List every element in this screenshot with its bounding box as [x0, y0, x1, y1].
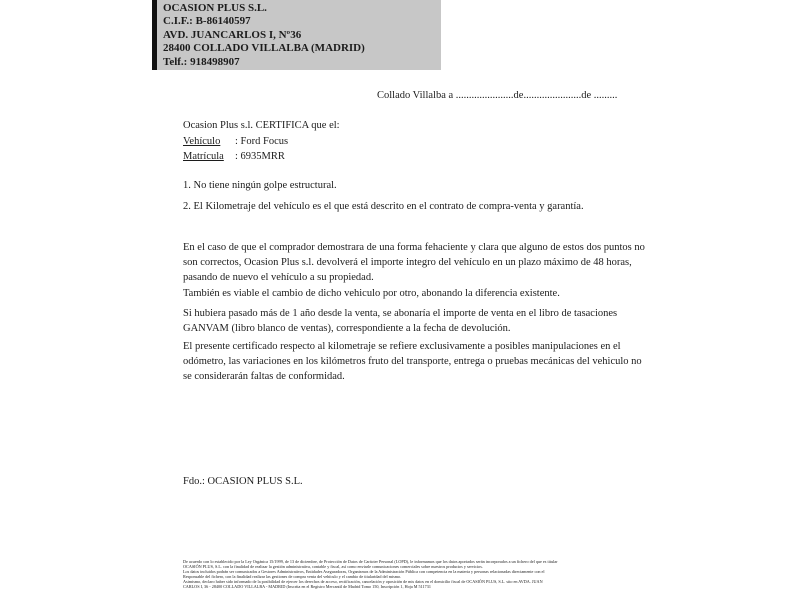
text-line: En el caso de que el comprador demostrara de una forma fehaciente y clara que alguno de estos dos puntos no: [183, 242, 645, 253]
text-line: AVD. JUANCARLOS I, Nº36: [163, 28, 302, 41]
paragraph-ganvam-valuation: [183, 306, 617, 336]
text-line: CARLOS I, 36 - 28400 COLLADO VILLALBA - MADRID (Inscrita en el Registro Mercantil de Madrid Tomo 150, Inscripción 1, Hoja M 511731: [183, 583, 431, 589]
plate-label: Matrícula: [183, 151, 224, 162]
company-header-block: [152, 0, 441, 70]
text-line: Asimismo, declaro haber sido informado de la posibilidad de ejercer los derechos de acceso, rectificación, cancelación y oposición de mis datos en el domicilio fiscal de OCASIÓN PLUS, S.L. sito en AVDA. JUAN: [183, 578, 543, 584]
text-line: 28400 COLLADO VILLALBA (MADRID): [163, 42, 365, 55]
text-line: se considerarán faltas de conformidad.: [183, 371, 345, 382]
certification-intro: Ocasion Plus s.l. CERTIFICA que el:: [183, 120, 340, 131]
text-line: son correctos, Ocasion Plus s.l. devolverá el importe integro del vehículo en un plazo máximo de 48 horas,: [183, 257, 632, 268]
text-line: Si hubiera pasado más de 1 año desde la venta, se abonaría el importe de venta en el libro de tasaciones: [183, 308, 618, 319]
plate-value: : 6935MRR: [235, 151, 285, 162]
text-line: GANVAM (libro blanco de ventas), correspondiente a la fecha de devolución.: [183, 323, 511, 334]
text-line: OCASION PLUS S.L.: [163, 2, 267, 14]
paragraph-mileage-disclaimer: [183, 339, 642, 384]
signature-line: Fdo.: OCASION PLUS S.L.: [183, 476, 303, 487]
text-line: OCASIÓN PLUS, S.L. con la finalidad de realizar la gestión administrativa, contable y fiscal, así como enviarle comunicaciones comerciales sobre nuestros productos y servicios.: [183, 563, 483, 569]
certification-block: [183, 118, 340, 165]
legal-fine-print: [183, 560, 557, 589]
text-line: odómetro, las variaciones en los kilómetros fruto del transporte, entrega o pruebas mecánicas del vehiculo no: [183, 356, 642, 367]
company-header-lines: [163, 2, 365, 69]
point-2: 2. El Kilometraje del vehículo es el que está descrito en el contrato de compra-venta y garantía.: [183, 201, 584, 212]
vehicle-label: Vehículo: [183, 135, 221, 147]
date-line: Collado Villalba a ......................de......................de .........: [377, 90, 618, 101]
header-left-edge-bar: [152, 0, 157, 70]
text-line: Los datos incluidos podrán ser comunicados a Gestores Administrativos, Entidades Aseguradoras, Organismos de la Administración Pública con competencia en la materia y personas relacionadas directamente con el: [183, 568, 545, 574]
text-line: C.I.F.: B-86140597: [163, 15, 251, 28]
text-line: pasando de nuevo el vehículo a su propiedad.: [183, 272, 374, 283]
text-line: El presente certificado respecto al kilometraje se refiere exclusivamente a posibles manipulaciones en el: [183, 341, 621, 352]
text-line: También es viable el cambio de dicho vehiculo por otro, abonando la diferencia existente.: [183, 288, 560, 299]
plate-field: [183, 149, 340, 165]
vehicle-field: [183, 134, 340, 150]
text-line: Responsable del fichero, con la finalidad realizar las gestiones de compra venta del vehículo y el cambio de titularidad del mismo.: [183, 573, 402, 579]
paragraph-refund-policy: [183, 240, 645, 285]
text-line: Telf.: 918498907: [163, 55, 240, 68]
vehicle-value: : Ford Focus: [235, 135, 289, 147]
paragraph-exchange-option: [183, 286, 560, 301]
point-1: 1. No tiene ningún golpe estructural.: [183, 180, 337, 191]
text-line: De acuerdo con lo establecido por la Ley Orgánica 15/1999, de 13 de diciembre, de Protección de Datos de Carácter Personal (LOPD), le informamos que los datos aportados serán incorporados a un fichero del que es titular: [183, 559, 558, 564]
